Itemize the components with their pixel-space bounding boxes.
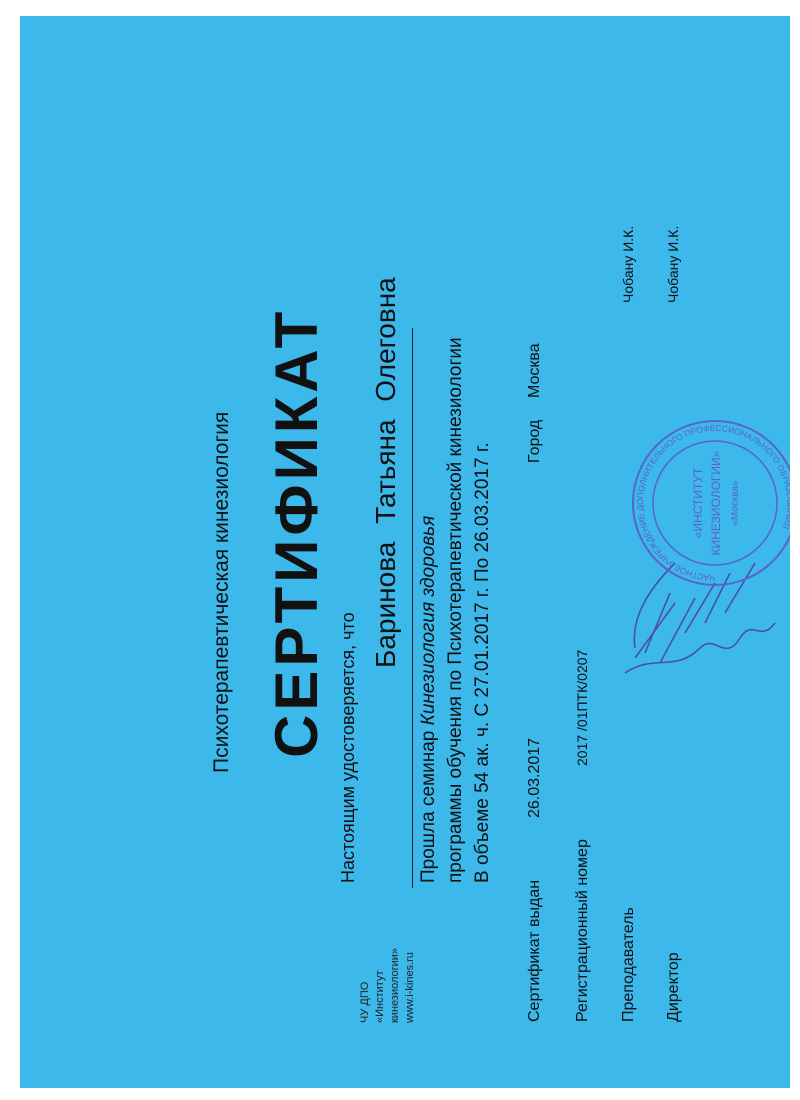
organization-title: Психотерапевтическая кинезиология [210,411,233,773]
seminar-line [418,516,440,883]
recipient-name: Баринова Татьяна Олеговна [370,277,401,668]
issuer-block [358,948,418,1023]
volume-dates-line: В объеме 54 ак. ч. С 27.01.2017 г. По 26.03.2017 г. [472,442,493,883]
name-underline [412,328,413,888]
certificate-title: СЕРТИФИКАТ [263,307,330,758]
issued-date: 26.03.2017 [526,737,543,818]
seminar-prefix: Прошла семинар [418,725,439,883]
seminar-name: Кинезиология здоровья [418,515,439,726]
official-stamp [630,418,796,588]
city-label: Город [526,419,543,463]
registration-label: Регистрационный номер [574,839,591,1022]
issuer-line-2: «Институт [374,970,386,1023]
program-line: программы обучения по Психотерапевтической кинезиологии [445,337,466,883]
issuer-website: www.i-kines.ru [404,952,416,1023]
stamp-line-2: КИНЕЗИОЛОГИИ» [709,450,723,556]
stamp-line-3: «Москва» [730,480,741,526]
stamp-outer-text: ЧАСТНОЕ УЧРЕЖДЕНИЕ ДОПОЛНИТЕЛЬНОГО ПРОФЕССИОНАЛЬНОГО ОБРАЗОВАНИЯ [634,422,796,584]
director-label: Директор [665,952,682,1022]
certificate-sheet [20,16,796,1088]
director-name: Чобану И.К. [665,225,681,303]
certificate-content [20,16,796,1088]
teacher-name: Чобану И.К. [620,225,636,303]
registration-number: 2017 /01ПТК/0207 [574,649,590,766]
teacher-label: Преподаватель [620,907,637,1022]
certify-text: Настоящим удостоверяется, что [338,612,358,883]
stamp-line-1: «ИНСТИТУТ [691,467,705,539]
city-value: Москва [526,343,543,398]
issued-label: Сертификат выдан [526,879,543,1022]
issuer-line-3: кинезиологии» [389,947,401,1023]
issuer-line-1: ЧУ ДПО [359,981,371,1023]
